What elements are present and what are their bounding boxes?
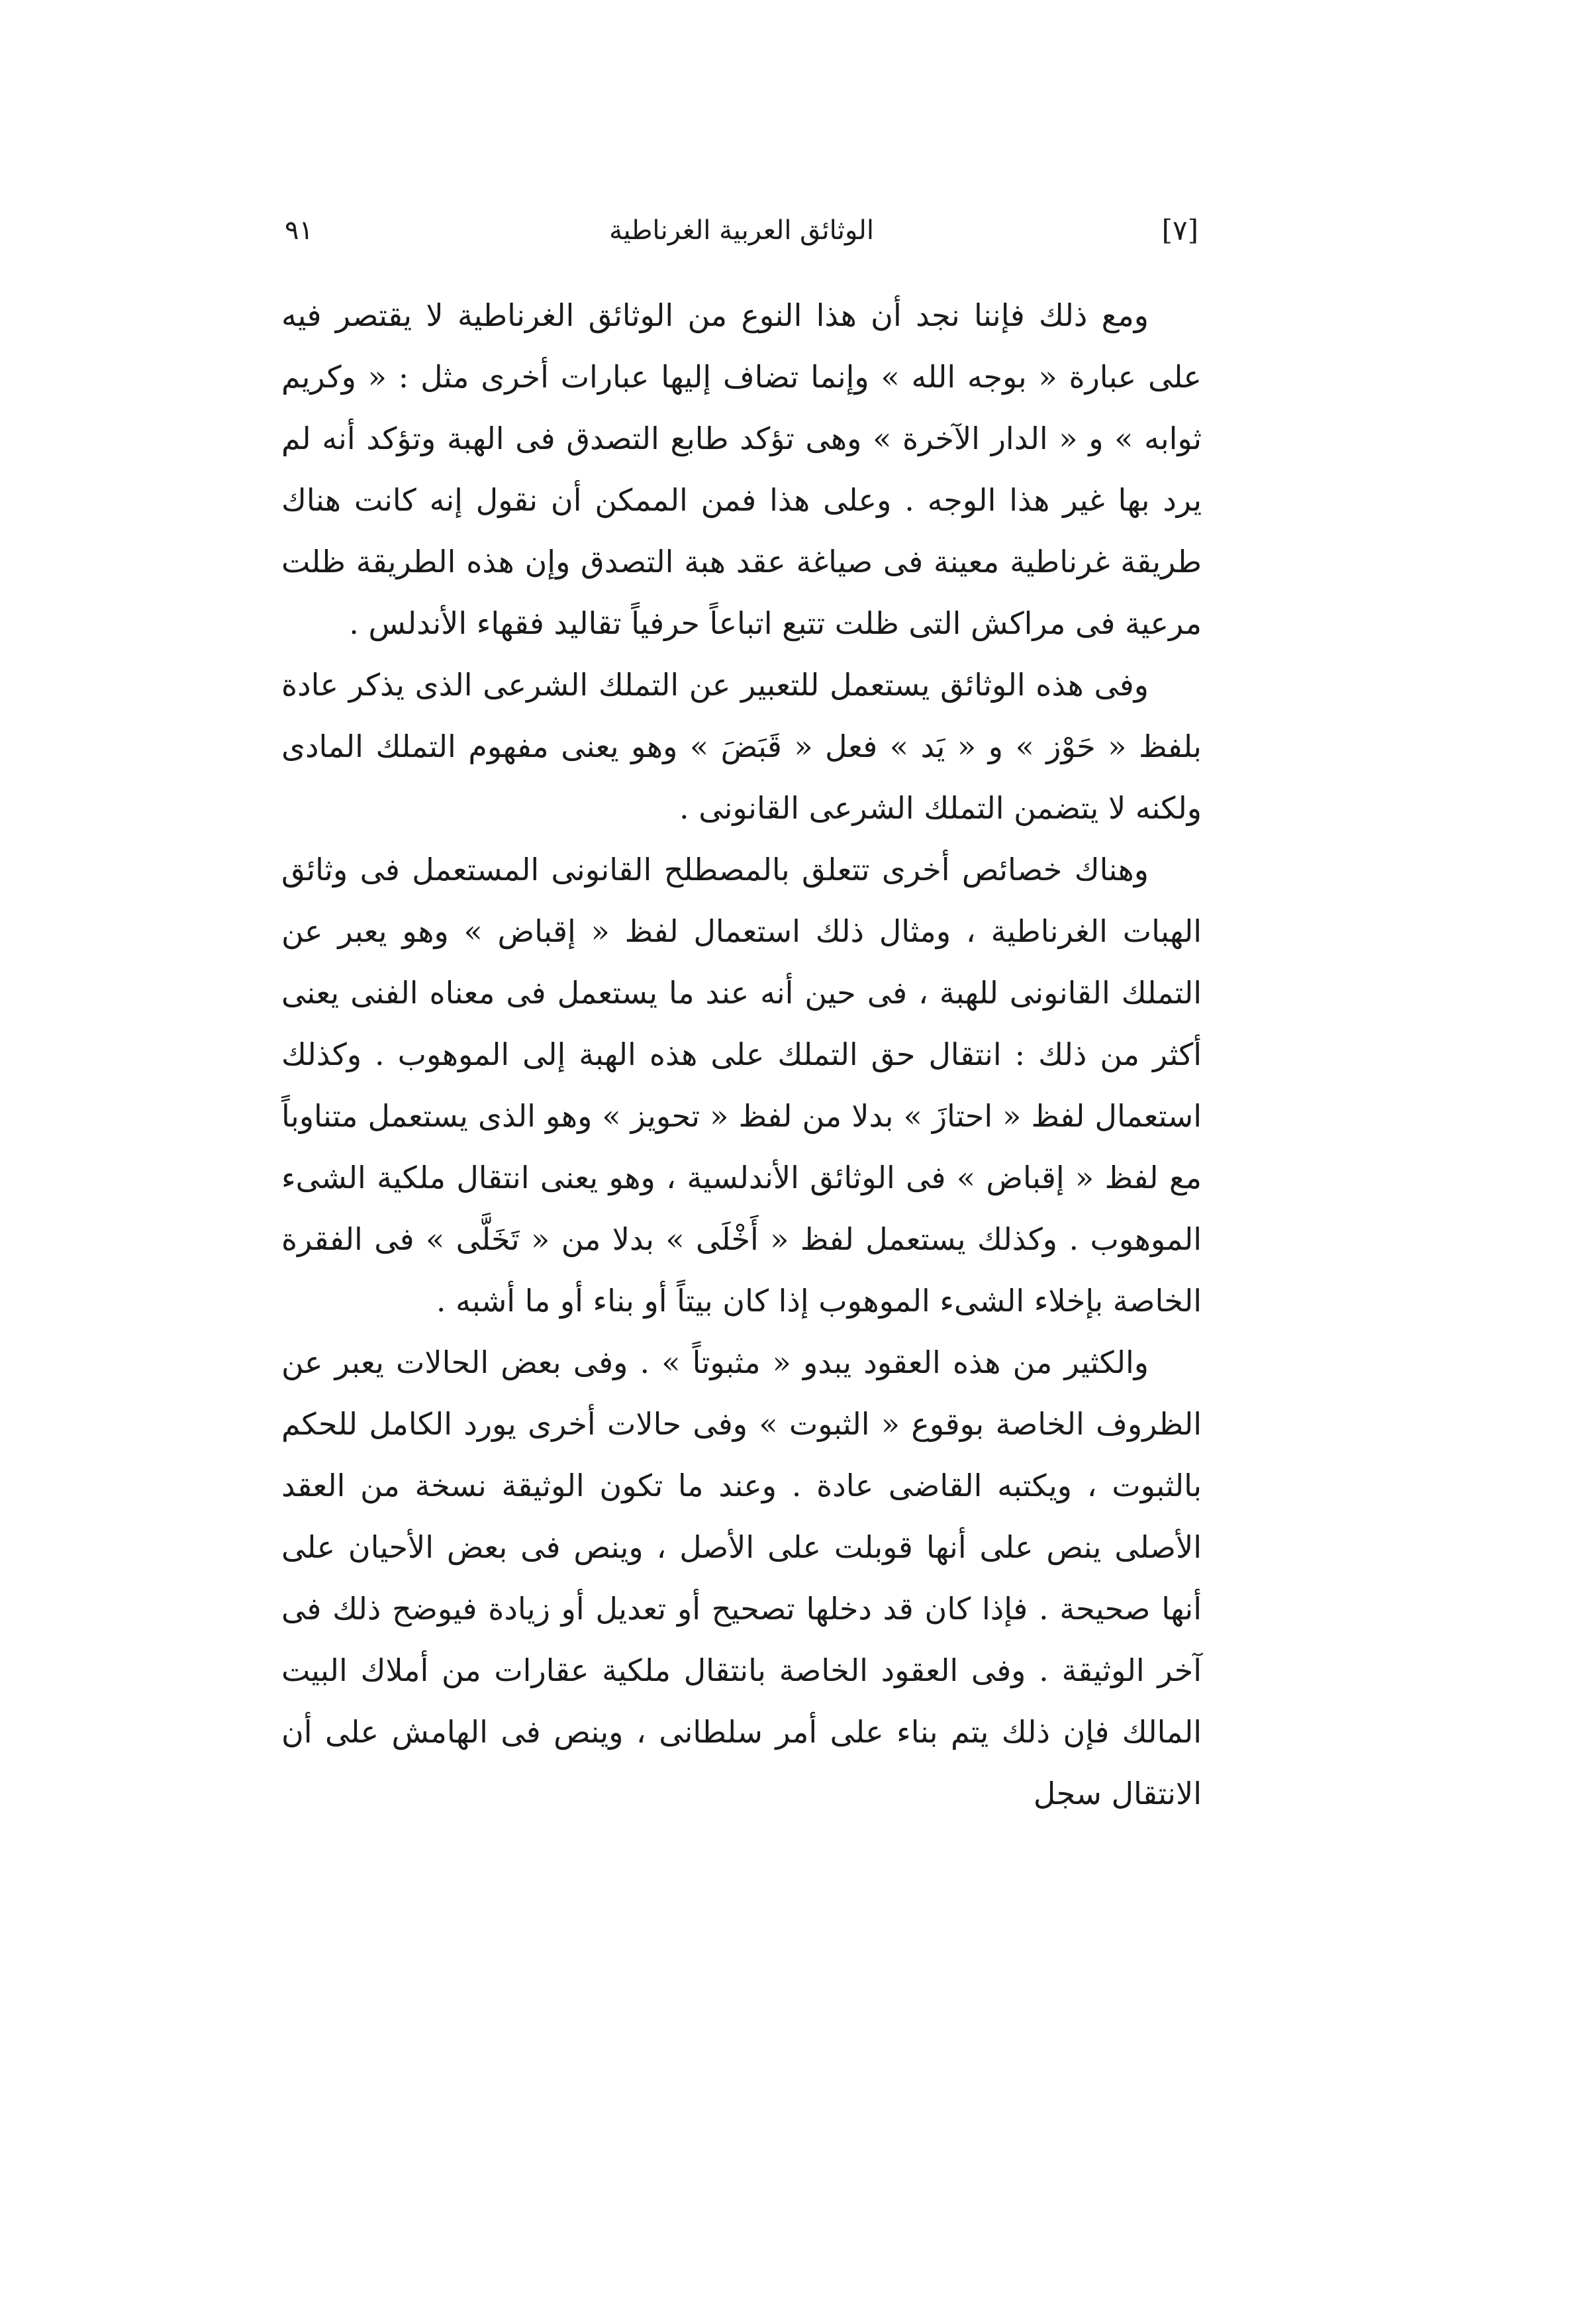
paragraph-1: ومع ذلك فإننا نجد أن هذا النوع من الوثائق الغرناطية لا يقتصر فيه على عبارة « بوجه الله » وإنما تضاف إليها عبارات أخرى مثل : « وكريم ثوابه » و « الدار الآخرة » وهى تؤكد طابع التصدق فى الهبة وتؤكد أنه لم يرد بها غير هذا الوجه . وعلى هذا فمن الممكن أن نقول إنه كانت هناك طريقة غرناطية معينة فى صياغة عقد هبة التصدق وإن هذه الطريقة ظلت مرعية فى مراكش التى ظلت تتبع اتباعاً حرفياً تقاليد فقهاء الأندلس . [281, 297, 1202, 641]
running-title: الوثائق العربية الغرناطية [609, 215, 874, 246]
paragraph-3: وهناك خصائص أخرى تتعلق بالمصطلح القانونى المستعمل فى وثائق الهبات الغرناطية ، ومثال ذلك استعمال لفظ « إقباض » وهو يعبر عن التملك القانونى للهبة ، فى حين أنه عند ما يستعمل فى معناه الفنى يعنى أكثر من ذلك : انتقال حق التملك على هذه الهبة إلى الموهوب . وكذلك استعمال لفظ « احتازَ » بدلا من لفظ « تحويز » وهو الذى يستعمل متناوباً مع لفظ « إقباض » فى الوثائق الأندلسية ، وهو يعنى انتقال ملكية الشىء الموهوب . وكذلك يستعمل لفظ « أَخْلَى » بدلا من « تَخَلَّى » فى الفقرة الخاصة بإخلاء الشىء الموهوب إذا كان بيتاً أو بناء أو ما أشبه . [281, 852, 1202, 1319]
paragraph-2: وفى هذه الوثائق يستعمل للتعبير عن التملك الشرعى الذى يذكر عادة بلفظ « حَوْز » و « يَد » فعل « قَبَضَ » وهو يعنى مفهوم التملك المادى ولكنه لا يتضمن التملك الشرعى القانونى . [281, 667, 1202, 826]
paragraph-4: والكثير من هذه العقود يبدو « مثبوتاً » . وفى بعض الحالات يعبر عن الظروف الخاصة بوقوع « الثبوت » وفى حالات أخرى يورد الكامل للحكم بالثبوت ، ويكتبه القاضى عادة . وعند ما تكون الوثيقة نسخة من العقد الأصلى ينص على أنها قوبلت على الأصل ، وينص فى بعض الأحيان على أنها صحيحة . فإذا كان قد دخلها تصحيح أو تعديل أو زيادة فيوضح ذلك فى آخر الوثيقة . وفى العقود الخاصة بانتقال ملكية عقارات من أملاك البيت المالك فإن ذلك يتم بناء على أمر سلطانى ، وينص فى الهامش على أن الانتقال سجل [281, 1344, 1202, 1811]
section-number: [٧] [1161, 214, 1198, 246]
page-number: ٩١ [285, 215, 313, 246]
body-text [281, 285, 1202, 1825]
page-header [285, 211, 1198, 264]
